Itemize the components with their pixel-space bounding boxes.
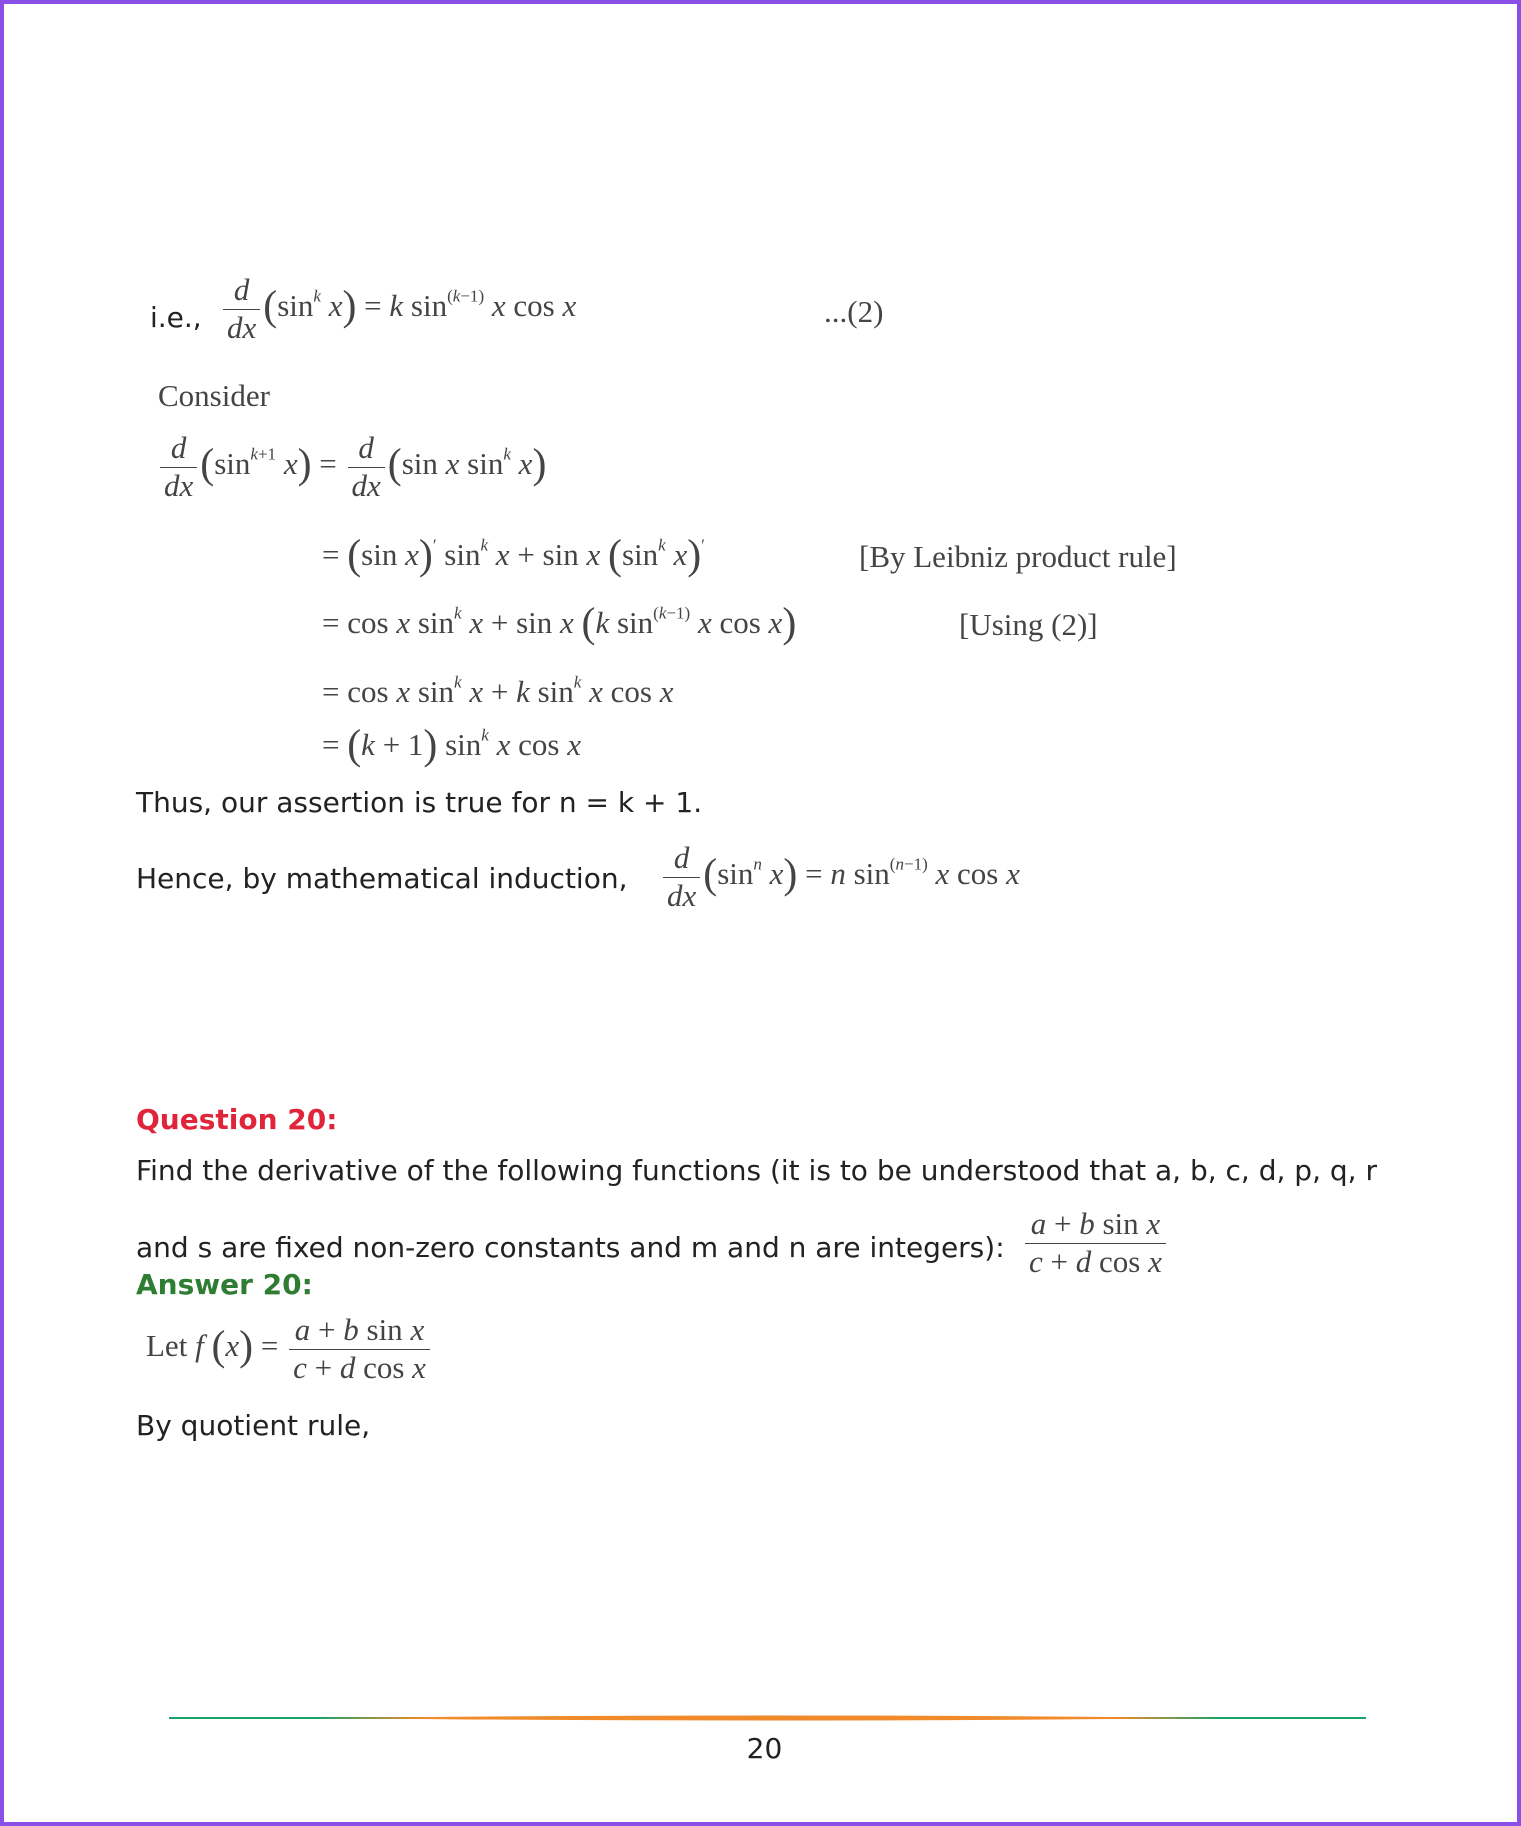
- induction-result: $\frac{d}{dx}$ ($\sin^n$ x) = n $\sin^{(n-1)} x$ cos x: [660, 842, 1020, 912]
- question-function: $\frac{\text{a + b sin x}}{\text{c + d cos x}}$: [1022, 1208, 1169, 1278]
- question-title: Question 20:: [136, 1103, 338, 1136]
- step-4: = (k + 1) $\sin^k x$ cos x: [322, 722, 581, 769]
- consider-label: Consider: [158, 378, 270, 413]
- thus-text: Thus, our assertion is true for n = k + 1.: [136, 786, 703, 819]
- equation-2: $\frac{d}{dx}$ ($\sin^k$ x) = k $\sin^{(k-1)} x$ cos x: [220, 274, 576, 344]
- step-1: = (sin x)′ $\sin^k x + \sin x$ ($\sin^k$ x)′: [322, 532, 705, 579]
- using-note: [Using (2)]: [959, 607, 1098, 642]
- question-line-1: Find the derivative of the following functions (it is to be understood that a, b, c, d, p, q, r: [136, 1154, 1377, 1187]
- equation-2-tag: ...(2): [824, 294, 884, 329]
- hence-text: Hence, by mathematical induction,: [136, 862, 628, 895]
- footer-divider: [169, 1715, 1366, 1721]
- quotient-rule-text: By quotient rule,: [136, 1409, 371, 1442]
- step-2: = cos x $\sin^k x + \sin x$ (k $\sin^{(k-1)} x$ cos x): [322, 600, 797, 647]
- answer-let-equation: Let f (x) = $\frac{\text{a + b sin x}}{\text{c + d cos x}}$: [146, 1314, 433, 1384]
- answer-title: Answer 20:: [136, 1268, 313, 1301]
- ie-label: i.e.,: [150, 301, 202, 334]
- question-line-2: and s are fixed non-zero constants and m and n are integers):: [136, 1231, 1005, 1264]
- let-label: Let: [146, 1328, 188, 1364]
- leibniz-note: [By Leibniz product rule]: [859, 539, 1177, 574]
- footer-divider-orange: [319, 1716, 1219, 1721]
- step-3: = cos x $\sin^k x + k$ $\sin^k x$ cos x: [322, 672, 674, 709]
- equation-consider: $\frac{d}{dx}$ ($\sin^{k+1}$ x) = $\frac{d}{dx}$ (sin x $\sin^k x$): [157, 432, 546, 502]
- page-number: 20: [746, 1732, 783, 1765]
